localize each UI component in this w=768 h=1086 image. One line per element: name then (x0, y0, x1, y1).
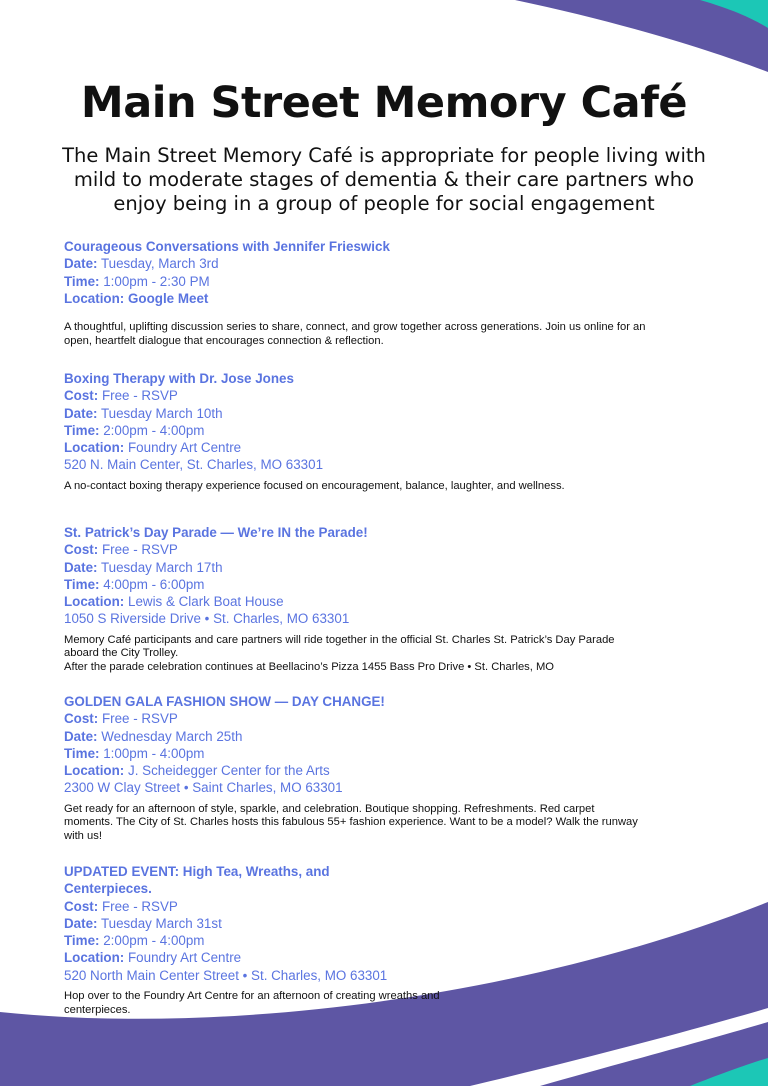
time-value: 4:00pm - 6:00pm (103, 576, 205, 592)
cost-value: Free - RSVP (101, 898, 178, 914)
location-label: Location: (64, 440, 125, 456)
event-date (64, 255, 674, 272)
date-label: Date: (64, 256, 98, 272)
date-value: Tuesday March 17th (100, 559, 223, 575)
time-value: 2:00pm - 4:00pm (103, 422, 205, 438)
cost-label: Cost: (64, 898, 99, 914)
event-time (64, 745, 674, 762)
event-boxing-therapy (64, 370, 674, 493)
event-time (64, 932, 674, 949)
event-location (64, 949, 674, 966)
cost-label: Cost: (64, 388, 99, 404)
event-address: 1050 S Riverside Drive • St. Charles, MO 63301 (64, 611, 350, 627)
event-description: Get ready for an afternoon of style, sparkle, and celebration. Boutique shopping. Refreshments. Red carpet moments. The City of St. Charles hosts this fabulous 55+ fashion experience. Want to be a model? Walk the runway with us! (64, 802, 638, 842)
cost-value: Free - RSVP (101, 711, 178, 727)
location-value: J. Scheidegger Center for the Arts (128, 763, 330, 779)
event-date (64, 915, 674, 932)
date-value: Tuesday March 10th (100, 405, 223, 421)
location-value: Google Meet (128, 290, 209, 306)
event-location (64, 593, 674, 610)
event-address: 2300 W Clay Street • Saint Charles, MO 63301 (64, 780, 343, 796)
event-date (64, 405, 674, 422)
date-value: Tuesday March 31st (100, 915, 222, 931)
event-location (64, 762, 674, 779)
time-value: 2:00pm - 4:00pm (103, 933, 205, 949)
event-golden-gala-fashion-show (64, 693, 674, 843)
event-title: GOLDEN GALA FASHION SHOW — DAY CHANGE! (64, 694, 385, 709)
date-value: Wednesday March 25th (101, 728, 243, 744)
time-label: Time: (64, 273, 100, 289)
event-location (64, 290, 674, 307)
event-description: Hop over to the Foundry Art Centre for an afternoon of creating wreaths and centerpieces. (64, 990, 440, 1016)
cost-value: Free - RSVP (101, 388, 178, 404)
event-date (64, 728, 674, 745)
cost-label: Cost: (64, 711, 99, 727)
location-value: Foundry Art Centre (128, 950, 242, 966)
page-title: Main Street Memory Café (80, 78, 688, 128)
event-title: St. Patrick’s Day Parade — We’re IN the Parade! (64, 525, 368, 540)
event-address: 520 N. Main Center, St. Charles, MO 63301 (64, 457, 324, 473)
location-label: Location: (64, 763, 125, 779)
event-st-patricks-parade (64, 524, 674, 674)
location-label: Location: (64, 594, 125, 610)
time-label: Time: (64, 422, 100, 438)
date-value: Tuesday, March 3rd (97, 256, 219, 272)
event-time (64, 576, 674, 593)
event-cost (64, 387, 674, 404)
date-label: Date: (64, 559, 98, 575)
time-label: Time: (64, 576, 100, 592)
event-title: Boxing Therapy with Dr. Jose Jones (64, 371, 294, 386)
event-address: 520 North Main Center Street • St. Charles, MO 63301 (64, 967, 388, 983)
time-label: Time: (64, 933, 100, 949)
location-label: Location: (64, 950, 125, 966)
event-description: A thoughtful, uplifting discussion series to share, connect, and grow together across generations. Join us online for an open, heartfelt dialogue that encourages connection & reflection. (64, 321, 646, 347)
event-cost (64, 541, 674, 558)
cost-label: Cost: (64, 542, 99, 558)
event-title: Courageous Conversations with Jennifer Frieswick (64, 239, 390, 254)
date-label: Date: (64, 915, 98, 931)
location-value: Lewis & Clark Boat House (128, 594, 284, 610)
location-value: Foundry Art Centre (128, 440, 242, 456)
date-label: Date: (64, 728, 98, 744)
location-label: Location: (64, 290, 125, 306)
event-location (64, 439, 674, 456)
event-description: Memory Café participants and care partners will ride together in the official St. Charles St. Patrick’s Day Parade aboard the City Trolley. (64, 633, 615, 660)
event-cost (64, 710, 674, 727)
cost-value: Free - RSVP (101, 542, 178, 558)
time-value: 1:00pm - 2:30 PM (103, 273, 210, 289)
event-title-line1: UPDATED EVENT: High Tea, Wreaths, and (64, 864, 330, 879)
date-label: Date: (64, 405, 98, 421)
event-date (64, 559, 674, 576)
event-description-continued: After the parade celebration continues at Beellacino’s Pizza 1455 Bass Pro Drive • St. Charles, MO (64, 660, 554, 673)
event-cost (64, 898, 674, 915)
time-value: 1:00pm - 4:00pm (103, 745, 205, 761)
event-title-line2: Centerpieces. (64, 881, 152, 897)
event-description: A no-contact boxing therapy experience focused on encouragement, balance, laughter, and wellness. (64, 479, 565, 492)
page-subtitle: The Main Street Memory Café is appropriate for people living with mild to moderate stages of dementia & their care partners who enjoy being in a group of people for social engagement (62, 144, 706, 215)
event-time (64, 422, 674, 439)
event-high-tea-wreaths (64, 863, 674, 1017)
event-time (64, 273, 674, 290)
event-courageous-conversations (64, 238, 674, 348)
time-label: Time: (64, 745, 100, 761)
